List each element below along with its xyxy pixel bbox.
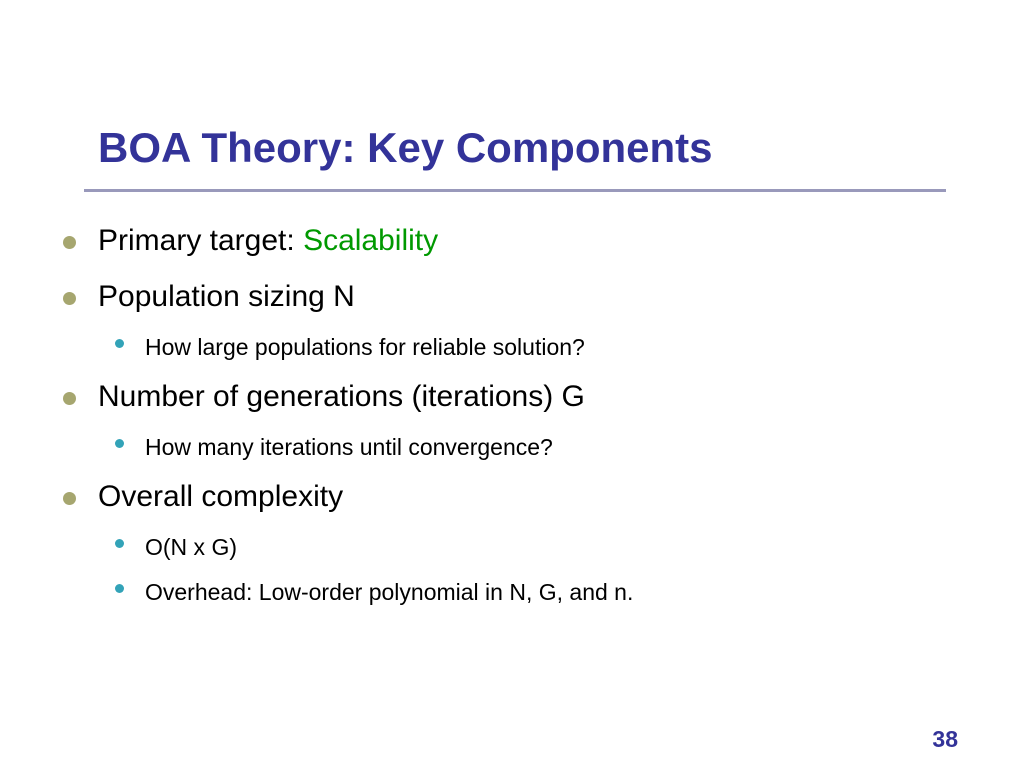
subbullet-dot-icon (115, 439, 124, 448)
bullet-primary-target (98, 224, 438, 258)
bullet-text: Primary target: (98, 224, 304, 257)
subbullet-population-question (145, 334, 585, 361)
bullet-text: Population sizing N (98, 280, 355, 313)
bullet-population-sizing (98, 280, 355, 314)
bullet-number-of-generations (98, 380, 585, 414)
bullet-dot-icon (63, 292, 76, 305)
title-underline (84, 189, 946, 192)
bullet-dot-icon (63, 392, 76, 405)
subbullet-iterations-question (145, 434, 553, 461)
subbullet-complexity-formula (145, 534, 237, 561)
bullet-text: Overall complexity (98, 480, 344, 513)
subbullet-text: Overhead: Low-order polynomial in N, G, and n. (145, 579, 634, 605)
bullet-overall-complexity (98, 480, 343, 514)
bullet-dot-icon (63, 236, 76, 249)
bullet-highlight-text: Scalability (303, 224, 439, 257)
slide-title: BOA Theory: Key Components (98, 124, 713, 171)
page-number: 38 (932, 726, 958, 752)
subbullet-overhead (145, 579, 633, 606)
subbullet-text: How large populations for reliable solution? (145, 334, 585, 360)
bullet-text: Number of generations (iterations) G (98, 380, 585, 413)
bullet-dot-icon (63, 492, 76, 505)
subbullet-dot-icon (115, 539, 124, 548)
subbullet-dot-icon (115, 584, 124, 593)
subbullet-dot-icon (115, 339, 124, 348)
subbullet-text: O(N x G) (145, 534, 237, 560)
subbullet-text: How many iterations until convergence? (145, 434, 553, 460)
